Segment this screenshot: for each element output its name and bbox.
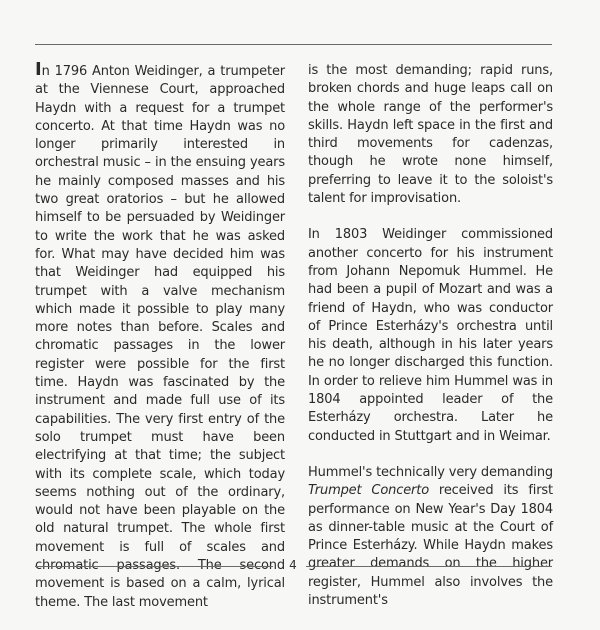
paragraph-weidinger-haydn	[35, 59, 285, 612]
paragraph-last-movement: is the most demanding; rapid runs, broken chords and huge leaps call on the whole range of the performer's skills. Haydn left space in the first and third movements for cadenzas, though he wrote none himself, preferring to leave it to the soloist's talent for improvisation.	[308, 63, 553, 207]
work-title: Trumpet Concerto	[308, 483, 429, 499]
right-column	[308, 62, 553, 628]
bottom-rule-right	[306, 566, 552, 567]
top-rule	[35, 44, 552, 45]
left-column	[35, 59, 285, 630]
bottom-rule-left	[35, 566, 273, 567]
paragraph-hummel-concerto: Hummel's technically very demanding Trumpet Concerto received its first performance on New Year's Day 1804 as dinner-table music at the Court of Prince Esterházy. While Haydn makes greater demands on the higher register, Hummel also involves the instrument's	[308, 464, 554, 609]
paragraph-hummel-commission: In 1803 Weidinger commissioned another concerto for his instrument from Johann Nepomuk Hummel. He had been a pupil of Mozart and was a friend of Haydn, who was conductor of Prince Esterházy's orchestra until his death, although in his later years he no longer discharged this function. In order to relieve him Hummel was in 1804 appointed leader of the Esterházy orchestra. Later he conducted in Stuttgart and in Weimar.	[308, 227, 553, 444]
paragraph-text: n 1796 Anton Weidinger, a trumpeter at the Viennese Court, approached Haydn with a request for a trumpet concerto. At that time Haydn was no longer primarily interested in orchestral music – in the ensuing years he mainly composed masses and his two great oratorios – but he allowed himself to be persuaded by Weidinger to write the work that he was asked for. What may have decided him was that Weidinger had equipped his trumpet with a valve mechanism which made it possible to play many more notes than before. Scales and chromatic passages in the lower register were possible for the first time. Haydn was fascinated by the instrument and made full use of its capabilities. The very first entry of the solo trumpet must have been electrifying at that time; the subject with its complete scale, which today seems nothing out of the ordinary, would not have been playable on the old natural trumpet. The whole first movement is full of scales and chromatic passages. The second movement is based on a calm, lyrical theme. The last movement	[35, 64, 285, 610]
page-number: 4	[289, 558, 297, 572]
drop-cap: I	[35, 59, 42, 80]
